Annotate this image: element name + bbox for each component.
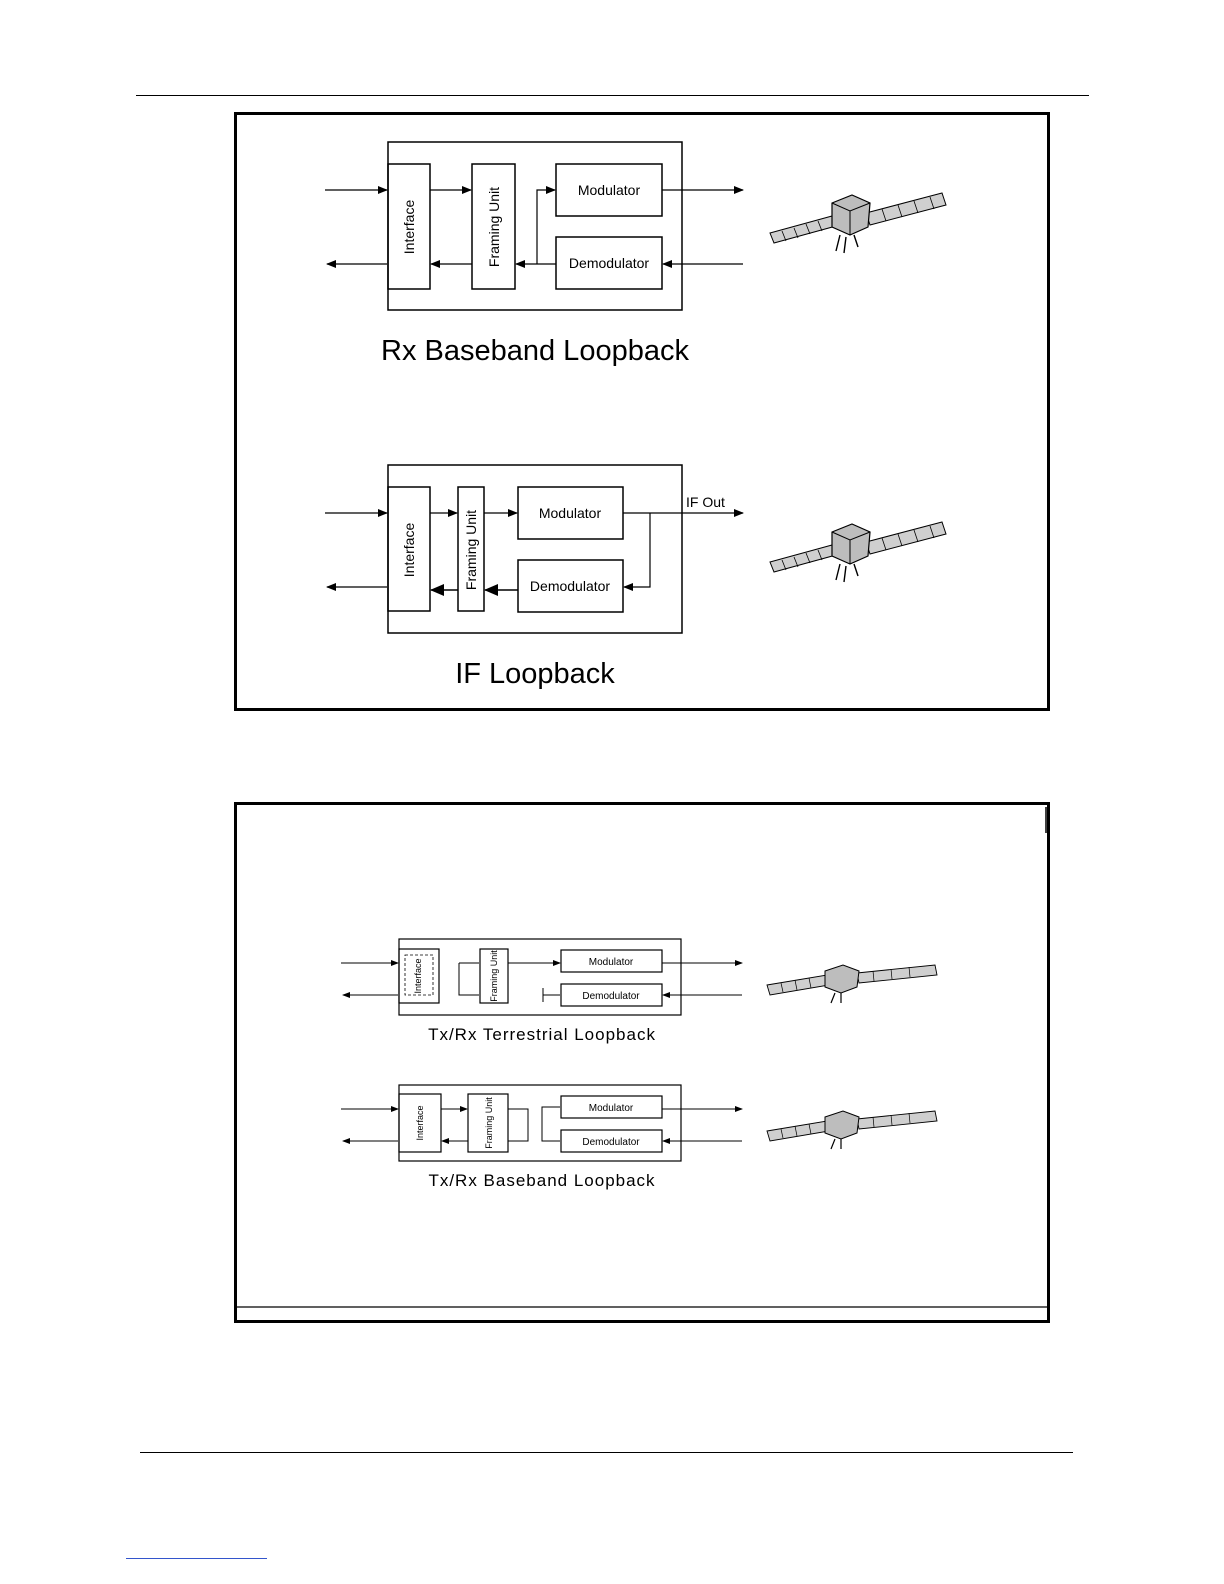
rx-modulator-label: Modulator xyxy=(577,182,641,198)
figure-panel-top xyxy=(234,112,1050,711)
txrx-baseband-diagram xyxy=(341,1085,937,1190)
satellite-icon xyxy=(770,522,946,582)
loopback-diagram-bottom xyxy=(237,805,1047,1320)
bb-framing-unit-label: Framing Unit xyxy=(484,1097,494,1149)
satellite-icon xyxy=(767,965,937,1003)
txrx-terrestrial-caption: Tx/Rx Terrestrial Loopback xyxy=(428,1025,656,1044)
if-demodulator-label: Demodulator xyxy=(529,578,611,594)
if-out-label: IF Out xyxy=(686,494,725,510)
footer-link-underline xyxy=(126,1558,267,1559)
rx-framing-unit-label: Framing Unit xyxy=(486,186,502,268)
bb-modulator-label: Modulator xyxy=(588,1103,634,1114)
txrx-terrestrial-diagram xyxy=(341,939,937,1044)
satellite-icon xyxy=(767,1111,937,1149)
bb-interface-label: Interface xyxy=(415,1105,425,1141)
bb-demodulator-label: Demodulator xyxy=(582,1137,640,1148)
rx-loopback-path xyxy=(537,190,555,264)
rx-outer-box xyxy=(388,142,682,310)
if-loopback-diagram xyxy=(325,465,946,690)
header-rule xyxy=(136,95,1089,96)
figure-panel-bottom xyxy=(234,802,1050,1323)
terr-loopback-path xyxy=(459,963,479,995)
if-interface-label: Interface xyxy=(401,522,417,578)
terr-interface-label: Interface xyxy=(413,958,423,994)
terr-modulator-label: Modulator xyxy=(588,957,634,968)
rx-interface-label: Interface xyxy=(401,199,417,255)
bb-rf-loop-path xyxy=(542,1107,560,1141)
bb-loopback-path xyxy=(508,1109,528,1141)
terr-demodulator-label: Demodulator xyxy=(582,991,640,1002)
terr-framing-unit-label: Framing Unit xyxy=(489,950,499,1002)
if-outer-box xyxy=(388,465,682,633)
footer-rule xyxy=(140,1452,1073,1453)
rx-demodulator-label: Demodulator xyxy=(568,255,650,271)
rx-baseband-caption: Rx Baseband Loopback xyxy=(381,335,689,367)
if-modulator-label: Modulator xyxy=(538,505,602,521)
satellite-icon xyxy=(770,193,946,253)
if-loopback-path xyxy=(624,513,650,587)
loopback-diagram-top xyxy=(237,115,1047,708)
if-framing-unit-label: Framing Unit xyxy=(463,509,479,591)
txrx-baseband-caption: Tx/Rx Baseband Loopback xyxy=(428,1171,656,1190)
rx-baseband-diagram xyxy=(325,142,946,367)
if-loopback-caption: IF Loopback xyxy=(455,658,615,690)
